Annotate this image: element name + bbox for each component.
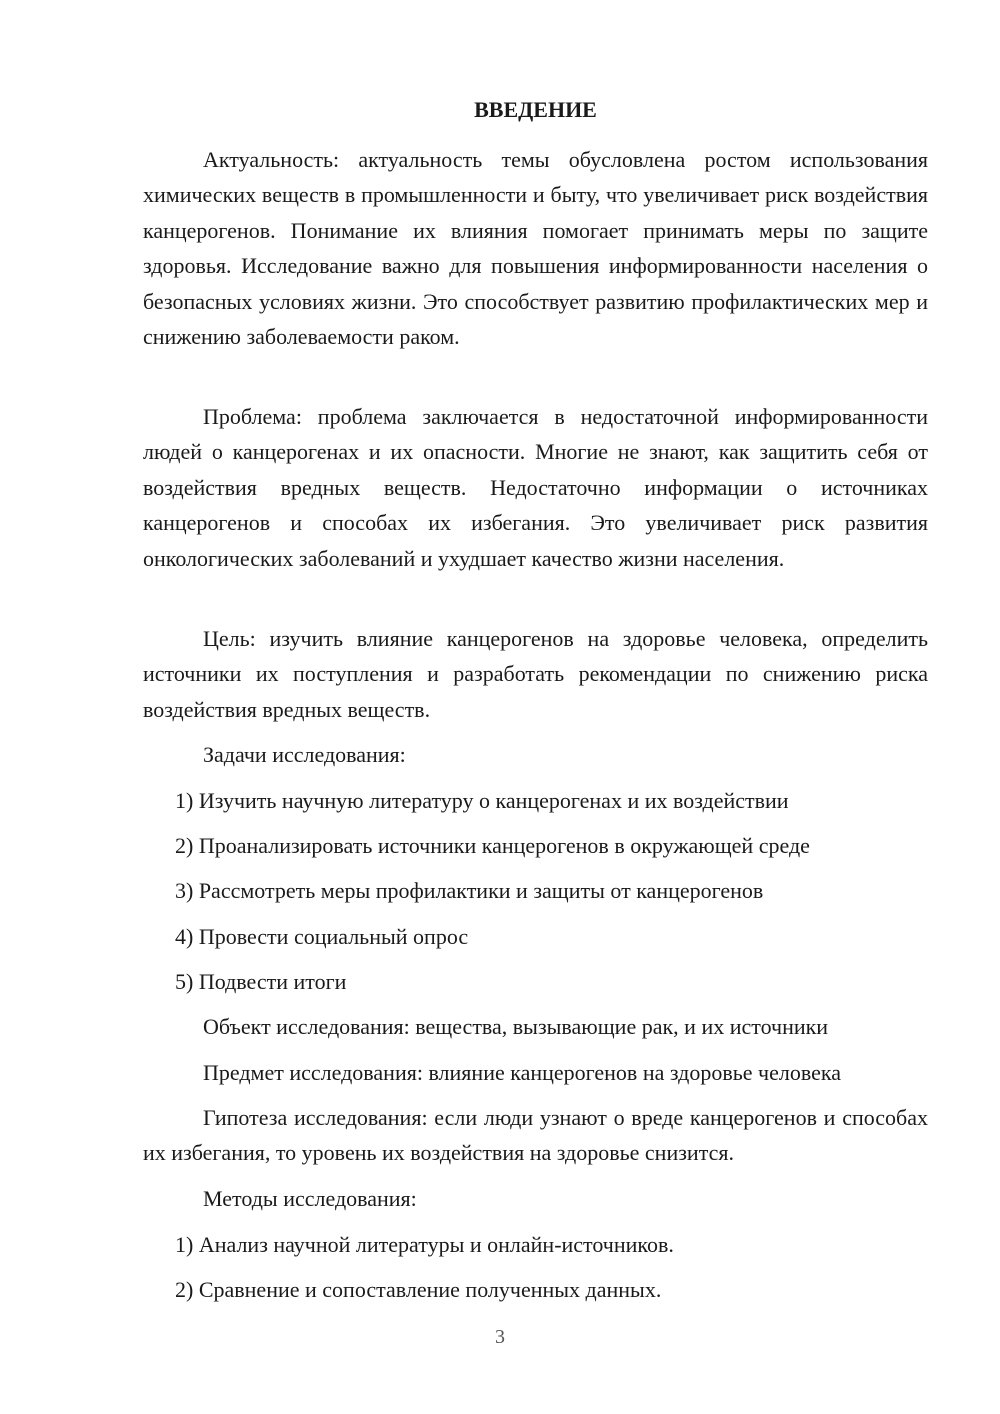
task-item-4: 4) Провести социальный опрос — [175, 924, 469, 949]
task-item-5: 5) Подвести итоги — [175, 969, 347, 994]
object-line: Объект исследования: вещества, вызывающие рак, и их источники — [203, 1014, 829, 1039]
method-item-2: 2) Сравнение и сопоставление полученных данных. — [175, 1277, 662, 1302]
page-title: ВВЕДЕНИЕ — [474, 97, 597, 122]
hypothesis-paragraph: Гипотеза исследования: если люди узнают о вреде канцерогенов и способах их избегания, то уровень их воздействия на здоровье снизится. — [143, 1105, 928, 1166]
task-item-2: 2) Проанализировать источники канцерогенов в окружающей среде — [175, 833, 810, 858]
page-number: 3 — [495, 1326, 505, 1348]
relevance-paragraph: Актуальность: актуальность темы обусловлена ростом использования химических веществ в промышленности и быту, что увеличивает риск воздействия канцерогенов. Понимание их влияния помогает принимать меры по защите здоровья. Исследование важно для повышения информированности населения о безопасных условиях жизни. Это способствует развитию профилактических мер и снижению заболеваемости раком. — [143, 147, 928, 350]
task-item-1: 1) Изучить научную литературу о канцерогенах и их воздействии — [175, 788, 789, 813]
tasks-heading: Задачи исследования: — [203, 742, 406, 767]
methods-heading: Методы исследования: — [203, 1186, 417, 1211]
task-item-3: 3) Рассмотреть меры профилактики и защиты от канцерогенов — [175, 878, 764, 903]
goal-paragraph: Цель: изучить влияние канцерогенов на здоровье человека, определить источники их поступления и разработать рекомендации по снижению риска воздействия вредных веществ. — [143, 626, 928, 722]
method-item-1: 1) Анализ научной литературы и онлайн-источников. — [175, 1232, 674, 1257]
problem-paragraph: Проблема: проблема заключается в недостаточной информированности людей о канцерогенах и их опасности. Многие не знают, как защитить себя от воздействия вредных веществ. Недостаточно информации о источниках канцерогенов и способах их избегания. Это увеличивает риск развития онкологических заболеваний и ухудшает качество жизни населения. — [143, 404, 928, 571]
subject-line: Предмет исследования: влияние канцерогенов на здоровье человека — [203, 1060, 841, 1085]
